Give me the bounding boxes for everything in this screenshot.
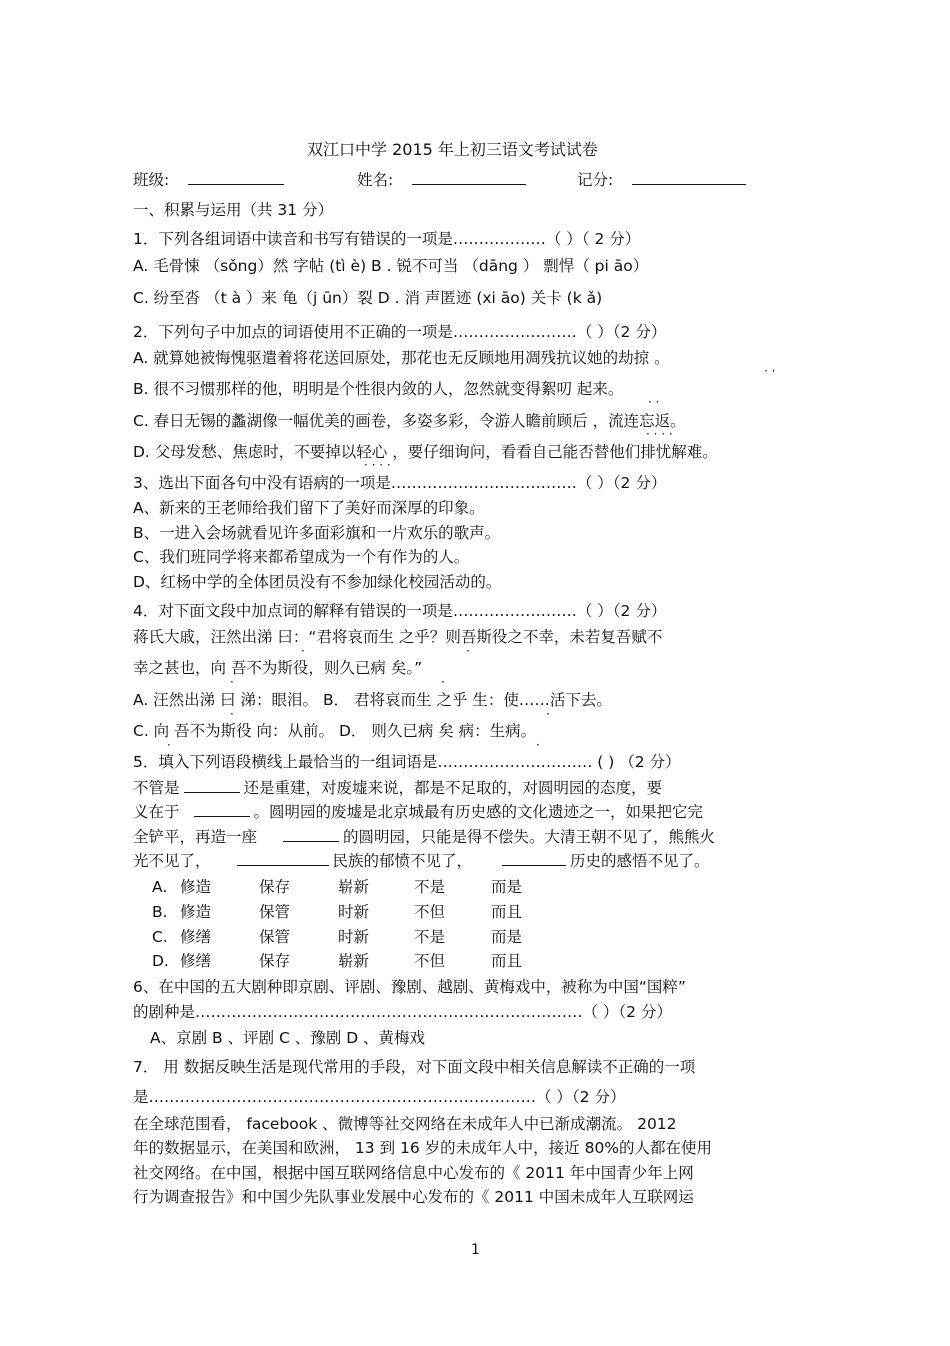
q5-text: 义在于 [133,803,180,821]
q5-passage-line1 [133,778,662,798]
fill-blank-1[interactable] [184,778,240,793]
q3-option-b: B、一进入会场就看见许多面彩旗和一片欢乐的歌声。 [133,524,501,542]
q7-passage-line4: 行为调查报告》和中国少先队事业发展中心发布的《 2011 中国未成年人互联网运 [133,1188,694,1206]
q4-passage-line1: 蒋氏大戚，汪然出涕 曰：“君将哀而生 之乎？则吾斯役之不幸，未若复吾赋不 [133,628,663,646]
q4-options-ab: A. 汪然出涕 曰 涕：眼泪。 B． 君将哀而生 之乎 生：使……活下去。 [133,691,612,709]
q5-passage-line3 [133,827,715,847]
emphasis-dot: · [546,707,550,721]
q5-option-letter: D. [152,952,169,970]
q6-options: A、京剧 B 、评剧 C 、豫剧 D 、黄梅戏 [150,1029,426,1047]
q5-option-word: 崭新 [338,878,370,896]
q5-option-word: 修造 [180,903,212,921]
q5-option-word: 而是 [491,928,523,946]
q5-text: 历史的感悟不见了。 [570,852,710,870]
q3-option-a: A、新来的王老师给我们留下了美好而深厚的印象。 [133,499,485,517]
q5-option-word: 修造 [180,878,212,896]
class-blank[interactable] [188,170,284,185]
q4-passage-line2: 幸之甚也，向 吾不为斯役，则久已病 矣。” [133,659,423,677]
q3-option-d: D、红杨中学的全体团员没有不参加绿化校园活动的。 [133,573,502,591]
fill-blank-3[interactable] [283,827,339,842]
name-blank[interactable] [412,170,526,185]
q5-option-word: 修缮 [180,952,212,970]
emphasis-dots: · · · · [646,427,673,441]
fill-blank-5[interactable] [502,851,566,866]
emphasis-dot: · [536,738,540,752]
q5-passage-line2 [133,802,703,822]
q3-option-c: C、我们班同学将来都希望成为一个有作为的人。 [133,548,470,566]
q5-option-word: 保存 [259,952,291,970]
q5-option-word: 不但 [414,952,446,970]
q5-option-letter: C. [152,928,168,946]
q5-text: 全铲平，再造一座 [133,828,258,846]
fill-blank-4[interactable] [237,851,329,866]
q7-passage-line1: 在全球范围看， facebook 、微博等社交网络在未成年人中已渐成潮流。 2012 [133,1115,677,1133]
score-blank[interactable] [632,170,746,185]
q4-options-cd: C. 向 吾不为斯役 向：从前。 D． 则久已病 矣 病：生病。 [133,722,537,740]
q5-option-letter: B. [152,903,168,921]
q2-option-c: C. 春日无锡的蠡湖像一幅优美的画卷，多姿多彩，令游人瞻前顾后 ，流连忘返。 [133,412,686,430]
q5-option-word: 保管 [259,903,291,921]
q1-options-cd: C. 纷至沓 （t à ）来 龟（j ūn）裂 D . 消 声匿迹 (xi āo) 关卡 (k ǎ) [133,289,603,307]
class-label: 班级: [133,171,170,189]
q5-option-word: 崭新 [338,952,370,970]
score-field [577,170,746,190]
emphasis-dots: · · [764,364,776,378]
q5-option-letter: A. [152,878,168,896]
q5-option-word: 时新 [338,928,370,946]
q5-text: 不管是 [133,779,180,797]
emphasis-dot: · [167,738,171,752]
score-label: 记分: [577,171,614,189]
emphasis-dots: · · · · [364,458,391,472]
q5-passage-line4 [133,851,710,871]
q7-passage-line3: 社交网络。在中国，根据中国互联网络信息中心发布的《 2011 年中国青少年上网 [133,1164,694,1182]
q5-option-word: 不是 [414,878,446,896]
emphasis-dot: · [230,675,234,689]
q5-option-word: 保存 [259,878,291,896]
q5-option-word: 时新 [338,903,370,921]
q3-stem: 3、选出下面各句中没有语病的一项是………………………………（ ）（2 分） [133,474,667,492]
q5-option-word: 不是 [414,928,446,946]
name-field [357,170,526,190]
q5-text: 还是重建，对废墟来说，都是不足取的，对圆明园的态度，要 [243,779,663,797]
emphasis-dot: · [301,644,305,658]
q6-stem-line1: 6、在中国的五大剧种即京剧、评剧、豫剧、越剧、黄梅戏中，被称为中国“国粹” [133,978,686,996]
emphasis-dots: · · [648,395,660,409]
q5-option-word: 而且 [491,903,523,921]
emphasis-dot: · [466,644,470,658]
q5-option-word: 而且 [491,952,523,970]
page-number: 1 [471,1242,480,1258]
q4-stem: 4．对下面文段中加点词的解释有错误的一项是……………………（ ）（2 分） [133,602,667,620]
q5-option-word: 而是 [491,878,523,896]
q2-option-a: A. 就算她被悔愧驱遣着将花送回原处，那花也无反顾地用凋残抗议她的劫掠 。 [133,349,670,367]
exam-title: 双江口中学 2015 年上初三语文考试试卷 [307,140,598,159]
q6-stem-line2: 的剧种是…………………………………………………………………（ ）（2 分） [133,1003,672,1021]
q2-stem: 2．下列句子中加点的词语使用不正确的一项是……………………（ ）（2 分） [133,323,667,341]
q7-stem-line2: 是…………………………………………………………………（ ）（2 分） [133,1088,626,1106]
q2-option-d: D. 父母发愁、焦虑时，不要掉以轻心 ，要仔细询问，看看自己能否替他们排忧解难。 [133,443,718,461]
class-field [133,170,284,190]
q1-options-ab: A. 毛骨悚 （sǒng）然 字帖 (tì è) B . 锐不可当 （dāng ） 剽悍（ pi āo） [133,257,649,275]
q5-text: 。圆明园的废墟是北京城最有历史感的文化遗迹之一，如果把它完 [253,803,704,821]
q7-stem-line1: 7． 用 数据反映生活是现代常用的手段，对下面文段中相关信息解读不正确的一项 [133,1058,696,1076]
q5-text: 民族的郁愤不见了， [332,852,473,870]
section-heading: 一、积累与运用（共 31 分） [133,201,334,219]
q5-stem: 5．填入下列语段横线上最恰当的一组词语是………………………… ( ) （2 分） [133,753,681,771]
q5-option-word: 修缮 [180,928,212,946]
q5-option-word: 保管 [259,928,291,946]
q5-option-word: 不但 [414,903,446,921]
q7-passage-line2: 年的数据显示，在美国和欧洲， 13 到 16 岁的未成年人中，接近 80%的人都在使用 [133,1139,713,1157]
q5-text: 光不见了， [133,852,211,870]
fill-blank-2[interactable] [194,802,250,817]
q1-stem: 1．下列各组词语中读音和书写有错误的一项是………………（ ）（ 2 分） [133,230,641,248]
emphasis-dot: · [441,675,445,689]
emphasis-dot: · [230,707,234,721]
q2-option-b: B. 很不习惯那样的他，明明是个性很内敛的人，忽然就变得絮叨 起来。 [133,380,624,398]
name-label: 姓名: [357,171,394,189]
q5-text: 的圆明园，只能是得不偿失。大清王朝不见了，熊熊火 [343,828,716,846]
